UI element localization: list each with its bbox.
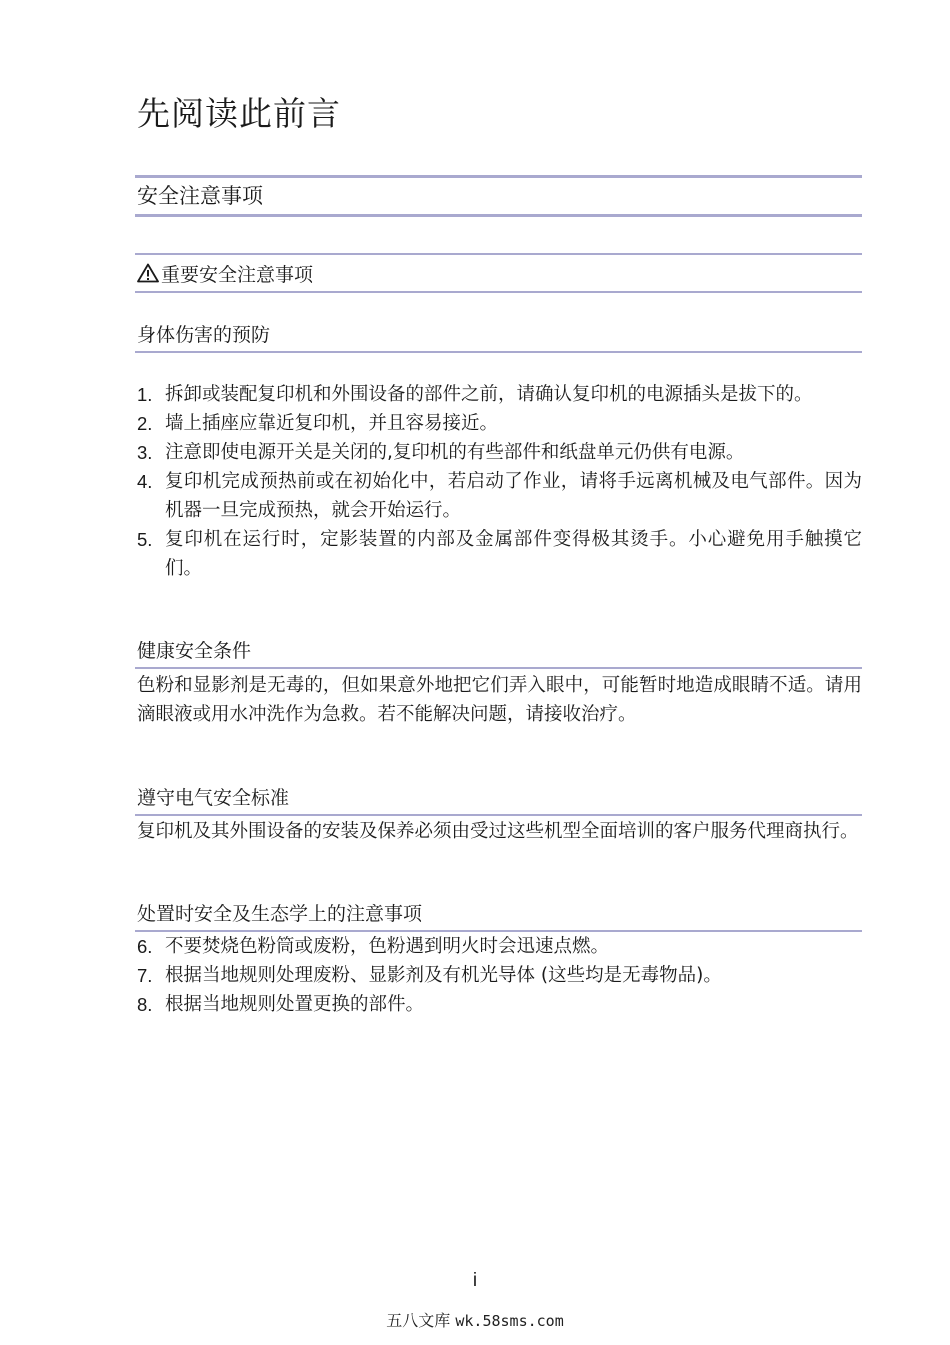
list-item-text: 拆卸或装配复印机和外围设备的部件之前，请确认复印机的电源插头是拔下的。 [165,384,813,405]
important-top-rule [135,253,862,255]
electrical-text: 复印机及其外围设备的安装及保养必须由受过这些机型全面培训的客户服务代理商执行。 [137,821,859,842]
important-bottom-rule [135,291,862,293]
disposal-list [137,932,862,1019]
important-heading [137,262,313,288]
list-item-number: 8. [137,994,153,1015]
list-item-text: 注意即使电源开关是关闭的,复印机的有些部件和纸盘单元仍供有电源。 [165,442,745,463]
list-item-number: 2. [137,413,153,434]
list-item-number: 4. [137,471,153,492]
list-item [137,467,862,525]
page-title: 先阅读此前言 [137,94,341,133]
health-rule [135,667,862,669]
section-title: 安全注意事项 [137,184,263,208]
list-item-number: 7. [137,965,153,986]
electrical-heading: 遵守电气安全标准 [137,787,290,809]
list-item-text: 不要焚烧色粉筒或废粉，色粉遇到明火时会迅速点燃。 [165,936,610,957]
section-bottom-rule [135,214,862,217]
list-item-text: 复印机完成预热前或在初始化中，若启动了作业，请将手远离机械及电气部件。因为机器一旦完成预热，就会开始运行。 [165,471,862,521]
health-heading: 健康安全条件 [137,640,252,662]
list-item-number: 6. [137,936,153,957]
list-item-text: 根据当地规则处置更换的部件。 [165,994,425,1015]
list-item [137,438,862,467]
important-heading-label: 重要安全注意事项 [161,264,314,286]
list-item-text: 根据当地规则处理废粉、显影剂及有机光导体 (这些均是无毒物品)。 [165,965,722,986]
injury-rule [135,351,862,353]
list-item [137,961,862,990]
list-item [137,932,862,961]
list-item-text: 复印机在运行时，定影装置的内部及金属部件变得极其烫手。小心避免用手触摸它们。 [165,529,862,579]
list-item-number: 1. [137,384,153,405]
list-item [137,380,862,409]
page-number: i [472,1270,478,1291]
watermark-url: wk.58sms.com [455,1312,564,1330]
warning-triangle-icon [137,263,159,283]
list-item-text: 墙上插座应靠近复印机，并且容易接近。 [165,413,499,434]
watermark [0,1308,950,1331]
health-text: 色粉和显影剂是无毒的，但如果意外地把它们弄入眼中，可能暂时地造成眼睛不适。请用滴眼液或用水冲洗作为急救。若不能解决问题，请接收治疗。 [137,675,862,725]
injury-heading: 身体伤害的预防 [137,324,271,346]
disposal-heading: 处置时安全及生态学上的注意事项 [137,903,423,925]
electrical-rule [135,814,862,816]
list-item [137,990,862,1019]
injury-list [137,380,862,583]
section-top-rule [135,175,862,178]
list-item [137,525,862,583]
watermark-name: 五八文库 [386,1311,451,1330]
list-item-number: 3. [137,442,153,463]
list-item-number: 5. [137,529,153,550]
list-item [137,409,862,438]
